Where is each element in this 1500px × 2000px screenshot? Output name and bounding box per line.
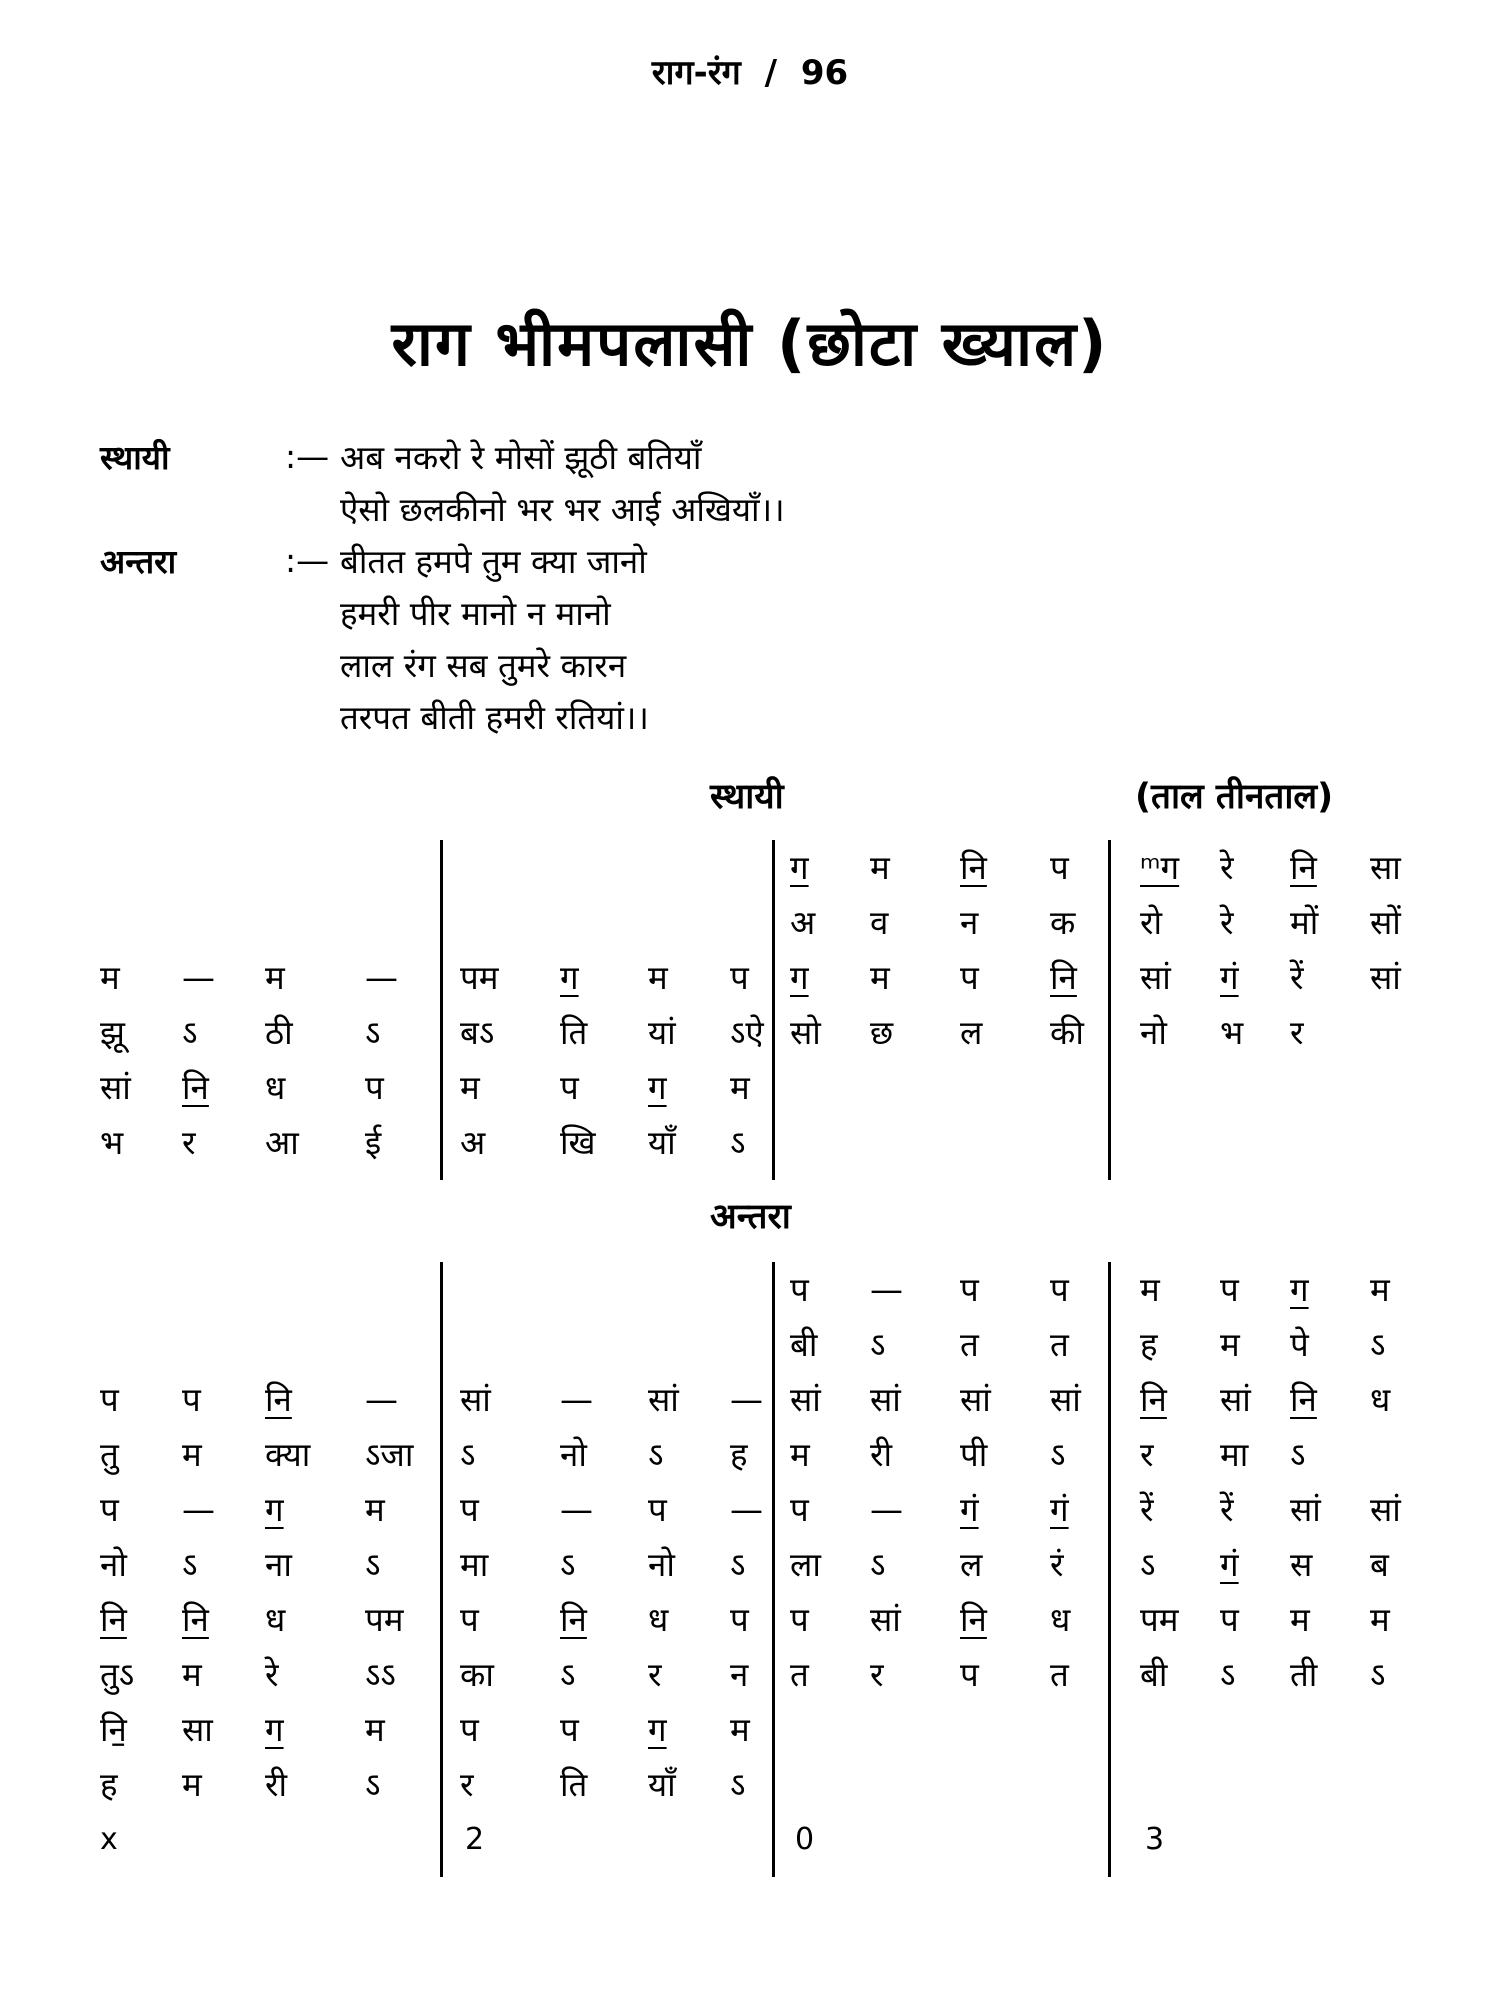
- antara-row: [100, 1427, 1420, 1482]
- notation-cell: प: [460, 1600, 479, 1639]
- notation-cell: ग: [560, 958, 579, 997]
- notation-cell: तुऽ: [100, 1655, 135, 1694]
- notation-cell: म: [1370, 1270, 1390, 1309]
- notation-cell: गं: [1220, 958, 1239, 997]
- notation-cell: सां: [790, 1380, 821, 1419]
- sthayi-notation-grid: [100, 840, 1420, 1170]
- sthayi-row: [100, 840, 1420, 895]
- notation-cell: ल: [960, 1545, 983, 1584]
- lyric-line: तरपत बीती हमरी रतियां।।: [340, 697, 649, 737]
- notation-cell: —: [730, 1380, 763, 1419]
- notation-cell: प: [100, 1490, 119, 1529]
- notation-cell: प: [560, 1068, 579, 1107]
- notation-cell: नो: [100, 1545, 127, 1584]
- notation-cell: ऽ: [365, 1545, 381, 1584]
- notation-cell: ऽ: [730, 1123, 746, 1162]
- notation-cell: याँ: [648, 1765, 676, 1804]
- taal-marker: 2: [465, 1822, 485, 1857]
- notation-cell: सां: [100, 1068, 131, 1107]
- notation-cell: म: [648, 958, 668, 997]
- notation-cell: नि: [182, 1068, 209, 1107]
- notation-cell: ऽजा: [365, 1435, 414, 1474]
- taal-note: (ताल तीनताल): [1135, 777, 1334, 817]
- running-head: [0, 48, 1500, 94]
- notation-cell: सां: [870, 1600, 901, 1639]
- notation-cell: भ: [1220, 1013, 1244, 1052]
- notation-cell: ऽ: [560, 1655, 576, 1694]
- antara-row: [100, 1757, 1420, 1812]
- notation-cell: भ: [100, 1123, 124, 1162]
- taal-marker-row: [100, 1812, 1420, 1867]
- notation-cell: न: [960, 903, 979, 942]
- notation-cell: प: [182, 1380, 201, 1419]
- notation-cell: नि: [182, 1600, 209, 1639]
- notation-cell: री: [870, 1435, 893, 1474]
- raga-title: राग भीमपलासी (छोटा ख्याल): [391, 307, 1109, 380]
- notation-cell: नि: [1050, 958, 1077, 997]
- notation-cell: खि: [560, 1123, 596, 1162]
- sthayi-row: [100, 1060, 1420, 1115]
- notation-cell: स: [1290, 1545, 1313, 1584]
- antara-heading: अन्तरा: [710, 1197, 791, 1237]
- notation-cell: नि: [1290, 848, 1317, 887]
- notation-cell: म: [182, 1655, 202, 1694]
- notation-cell: की: [1050, 1013, 1084, 1052]
- notation-cell: ग: [265, 1490, 284, 1529]
- notation-cell: क: [1050, 903, 1076, 942]
- notation-cell: ध: [648, 1600, 669, 1639]
- notation-cell: म: [365, 1710, 385, 1749]
- lyric-row: [100, 534, 1400, 586]
- notation-cell: —: [182, 1490, 215, 1529]
- notation-cell: ह: [100, 1765, 118, 1804]
- notation-cell: म: [1220, 1325, 1240, 1364]
- notation-cell: सां: [460, 1380, 491, 1419]
- notation-cell: नि: [1140, 1380, 1167, 1419]
- notation-cell: सां: [1220, 1380, 1251, 1419]
- taal-marker: 3: [1145, 1822, 1165, 1857]
- notation-cell: व: [870, 903, 889, 942]
- notation-cell: त: [1050, 1325, 1069, 1364]
- sthayi-label: स्थायी: [100, 437, 170, 477]
- notation-cell: सां: [1290, 1490, 1321, 1529]
- notation-cell: का: [460, 1655, 494, 1694]
- notation-cell: प: [790, 1490, 809, 1529]
- notation-cell: तु: [100, 1435, 119, 1474]
- antara-row: [100, 1537, 1420, 1592]
- sthayi-row: [100, 1005, 1420, 1060]
- antara-row: [100, 1482, 1420, 1537]
- notation-cell: र: [1140, 1435, 1154, 1474]
- lyric-row: [100, 690, 1400, 742]
- notation-cell: प: [1050, 848, 1069, 887]
- antara-label: अन्तरा: [100, 541, 177, 581]
- notation-cell: ऽ: [870, 1325, 886, 1364]
- notation-cell: ऽ: [560, 1545, 576, 1584]
- notation-cell: ऽ: [1370, 1655, 1386, 1694]
- notation-cell: छ: [870, 1013, 894, 1052]
- notation-cell: पी: [960, 1435, 988, 1474]
- notation-cell: म: [1290, 1600, 1310, 1639]
- notation-cell: त: [790, 1655, 809, 1694]
- notation-cell: ध: [1050, 1600, 1071, 1639]
- notation-cell: प: [1220, 1600, 1239, 1639]
- notation-cell: सां: [1140, 958, 1171, 997]
- lyric-line: हमरी पीर मानो न मानो: [340, 593, 611, 633]
- notation-cell: म: [265, 958, 285, 997]
- vibhag-divider: [440, 840, 443, 1180]
- notation-cell: सो: [790, 1013, 821, 1052]
- notation-cell: म: [460, 1068, 480, 1107]
- header-separator: /: [764, 53, 778, 93]
- notation-cell: रे: [265, 1655, 279, 1694]
- antara-row: [100, 1702, 1420, 1757]
- notation-cell: प: [365, 1068, 384, 1107]
- notation-cell: अ: [790, 903, 816, 942]
- antara-row: [100, 1592, 1420, 1647]
- notation-cell: नि: [265, 1380, 292, 1419]
- notation-cell: रे: [1220, 848, 1234, 887]
- notation-cell: ग: [790, 848, 809, 887]
- notation-cell: नो: [560, 1435, 587, 1474]
- notation-cell: रे: [1220, 903, 1234, 942]
- notation-cell: —: [560, 1490, 593, 1529]
- notation-cell: ऽ: [648, 1435, 664, 1474]
- notation-cell: ऽ: [870, 1545, 886, 1584]
- notation-cell: रो: [1140, 903, 1163, 942]
- notation-cell: ऽ: [1290, 1435, 1306, 1474]
- notation-cell: बी: [790, 1325, 818, 1364]
- lyric-line: बीतत हमपे तुम क्या जानो: [340, 541, 647, 581]
- lyric-line: लाल रंग सब तुमरे कारन: [340, 645, 627, 685]
- label-separator: :—: [285, 540, 330, 580]
- notation-cell: रें: [1140, 1490, 1154, 1529]
- notation-cell: सां: [960, 1380, 991, 1419]
- antara-notation-grid: [100, 1262, 1420, 1867]
- notation-cell: क्या: [265, 1435, 311, 1474]
- antara-row: [100, 1317, 1420, 1372]
- notation-cell: मा: [460, 1545, 489, 1584]
- notation-cell: नि: [960, 848, 987, 887]
- notation-cell: प: [1220, 1270, 1239, 1309]
- notation-cell: आ: [265, 1123, 299, 1162]
- notation-cell: ऽ: [182, 1545, 198, 1584]
- antara-row: [100, 1262, 1420, 1317]
- notation-cell: नो: [648, 1545, 675, 1584]
- sthayi-row: [100, 950, 1420, 1005]
- notation-cell: म: [730, 1710, 750, 1749]
- notation-cell: ऽ: [1370, 1325, 1386, 1364]
- notation-cell: गं: [1050, 1490, 1069, 1529]
- book-title: राग-रंग: [651, 53, 741, 93]
- lyric-row: [100, 482, 1400, 534]
- notation-cell: ऽ: [1050, 1435, 1066, 1474]
- notation-cell: री: [265, 1765, 288, 1804]
- notation-cell: सां: [648, 1380, 679, 1419]
- notation-cell: ग: [265, 1710, 284, 1749]
- notation-cell: गं: [960, 1490, 979, 1529]
- notation-cell: ऽ: [365, 1765, 381, 1804]
- notation-cell: झू: [100, 1013, 125, 1052]
- notation-cell: —: [870, 1270, 903, 1309]
- label-separator: :—: [285, 436, 330, 476]
- lyric-row: [100, 638, 1400, 690]
- notation-cell: ई: [365, 1123, 382, 1162]
- sthayi-row: [100, 895, 1420, 950]
- notation-cell: प: [960, 958, 979, 997]
- notation-cell: र: [182, 1123, 196, 1162]
- notation-cell: —: [182, 958, 215, 997]
- notation-cell: ल: [960, 1013, 983, 1052]
- page-number: 96: [800, 53, 849, 93]
- notation-cell: प: [460, 1710, 479, 1749]
- sthayi-row: [100, 1115, 1420, 1170]
- notation-cell: ऽ: [460, 1435, 476, 1474]
- notation-cell: म: [730, 1068, 750, 1107]
- vibhag-divider: [1108, 840, 1111, 1180]
- sthayi-heading: स्थायी: [710, 777, 784, 817]
- notation-cell: ᵐग: [1140, 848, 1180, 887]
- vibhag-divider: [440, 1262, 443, 1877]
- notation-cell: प: [790, 1600, 809, 1639]
- notation-cell: सों: [1370, 903, 1401, 942]
- lyric-line: ऐसो छलकीनो भर भर आई अखियाँ।।: [340, 489, 785, 529]
- notation-cell: मा: [1220, 1435, 1249, 1474]
- notation-cell: प: [560, 1710, 579, 1749]
- notation-cell: म: [790, 1435, 810, 1474]
- taal-marker: 0: [795, 1822, 815, 1857]
- notation-cell: पम: [365, 1600, 404, 1639]
- notation-cell: —: [365, 1380, 398, 1419]
- notation-cell: सा: [182, 1710, 213, 1749]
- notation-cell: म: [182, 1765, 202, 1804]
- notation-cell: म: [182, 1435, 202, 1474]
- notation-cell: र: [1290, 1013, 1304, 1052]
- notation-cell: सां: [1050, 1380, 1081, 1419]
- lyric-row: [100, 430, 1400, 482]
- notation-cell: ना: [265, 1545, 292, 1584]
- notation-cell: ऽ: [365, 1013, 381, 1052]
- vibhag-divider: [772, 1262, 775, 1877]
- notation-cell: ह: [730, 1435, 748, 1474]
- notation-cell: मों: [1290, 903, 1319, 942]
- notation-cell: म: [365, 1490, 385, 1529]
- notation-cell: त: [960, 1325, 979, 1364]
- notation-cell: र: [460, 1765, 474, 1804]
- notation-cell: सां: [1370, 1490, 1401, 1529]
- notation-cell: ऽ: [730, 1545, 746, 1584]
- notation-cell: प: [648, 1490, 667, 1529]
- notation-cell: म: [1140, 1270, 1160, 1309]
- lyrics-block: [100, 430, 1400, 742]
- notation-cell: प: [100, 1380, 119, 1419]
- notation-cell: बऽ: [460, 1013, 495, 1052]
- antara-row: [100, 1647, 1420, 1702]
- notation-cell: ग: [790, 958, 809, 997]
- notation-cell: र: [648, 1655, 662, 1694]
- notation-cell: प: [790, 1270, 809, 1309]
- notation-cell: ऽऐ: [730, 1013, 764, 1052]
- notation-cell: —: [365, 958, 398, 997]
- notation-cell: पम: [1140, 1600, 1179, 1639]
- notation-cell: ध: [265, 1600, 286, 1639]
- notation-cell: नि॒: [100, 1710, 127, 1749]
- notation-cell: सां: [1370, 958, 1401, 997]
- notation-cell: नि: [1290, 1380, 1317, 1419]
- notation-cell: ग: [648, 1710, 667, 1749]
- vibhag-divider: [772, 840, 775, 1180]
- notation-cell: प: [730, 958, 749, 997]
- taal-marker: x: [100, 1822, 118, 1857]
- notation-cell: ठी: [265, 1013, 293, 1052]
- notation-cell: ध: [265, 1068, 286, 1107]
- notation-cell: —: [870, 1490, 903, 1529]
- notation-cell: —: [560, 1380, 593, 1419]
- lyric-row: [100, 586, 1400, 638]
- notation-cell: ह: [1140, 1325, 1158, 1364]
- notation-cell: रें: [1220, 1490, 1234, 1529]
- notation-cell: सा: [1370, 848, 1401, 887]
- notation-cell: नि: [100, 1600, 127, 1639]
- notation-cell: ग: [648, 1068, 667, 1107]
- notation-cell: म: [1370, 1600, 1390, 1639]
- notation-cell: प: [1050, 1270, 1069, 1309]
- notation-cell: याँ: [648, 1123, 676, 1162]
- notation-cell: त: [1050, 1655, 1069, 1694]
- notation-cell: नो: [1140, 1013, 1167, 1052]
- notation-cell: पे: [1290, 1325, 1309, 1364]
- lyric-line: अब नकरो रे मोसों झूठी बतियाँ: [340, 437, 702, 477]
- notation-cell: म: [870, 848, 890, 887]
- notation-cell: ब: [1370, 1545, 1389, 1584]
- notation-cell: यां: [648, 1013, 676, 1052]
- notation-cell: गं: [1220, 1545, 1239, 1584]
- notation-cell: प: [960, 1270, 979, 1309]
- notation-cell: ति: [560, 1765, 588, 1804]
- vibhag-divider: [1108, 1262, 1111, 1877]
- notation-cell: बी: [1140, 1655, 1168, 1694]
- notation-cell: म: [870, 958, 890, 997]
- notation-cell: म: [100, 958, 120, 997]
- notation-cell: ध: [1370, 1380, 1391, 1419]
- notation-cell: ऽ: [1220, 1655, 1236, 1694]
- notation-cell: ग: [1290, 1270, 1309, 1309]
- notation-cell: र: [870, 1655, 884, 1694]
- notation-cell: नि: [560, 1600, 587, 1639]
- antara-row: [100, 1372, 1420, 1427]
- notation-cell: प: [730, 1600, 749, 1639]
- notation-cell: ऽऽ: [365, 1655, 396, 1694]
- notation-cell: ऽ: [182, 1013, 198, 1052]
- notation-cell: अ: [460, 1123, 486, 1162]
- notation-cell: ला: [790, 1545, 821, 1584]
- notation-cell: —: [730, 1490, 763, 1529]
- notation-cell: पम: [460, 958, 499, 997]
- notation-cell: ति: [560, 1013, 588, 1052]
- notation-cell: ऽ: [1140, 1545, 1156, 1584]
- notation-cell: प: [460, 1490, 479, 1529]
- notation-cell: रं: [1050, 1545, 1064, 1584]
- notation-cell: रें: [1290, 958, 1304, 997]
- notation-cell: सां: [870, 1380, 901, 1419]
- notation-cell: प: [960, 1655, 979, 1694]
- notation-cell: ती: [1290, 1655, 1318, 1694]
- notation-cell: नि: [960, 1600, 987, 1639]
- notation-cell: न: [730, 1655, 749, 1694]
- notation-cell: ऽ: [730, 1765, 746, 1804]
